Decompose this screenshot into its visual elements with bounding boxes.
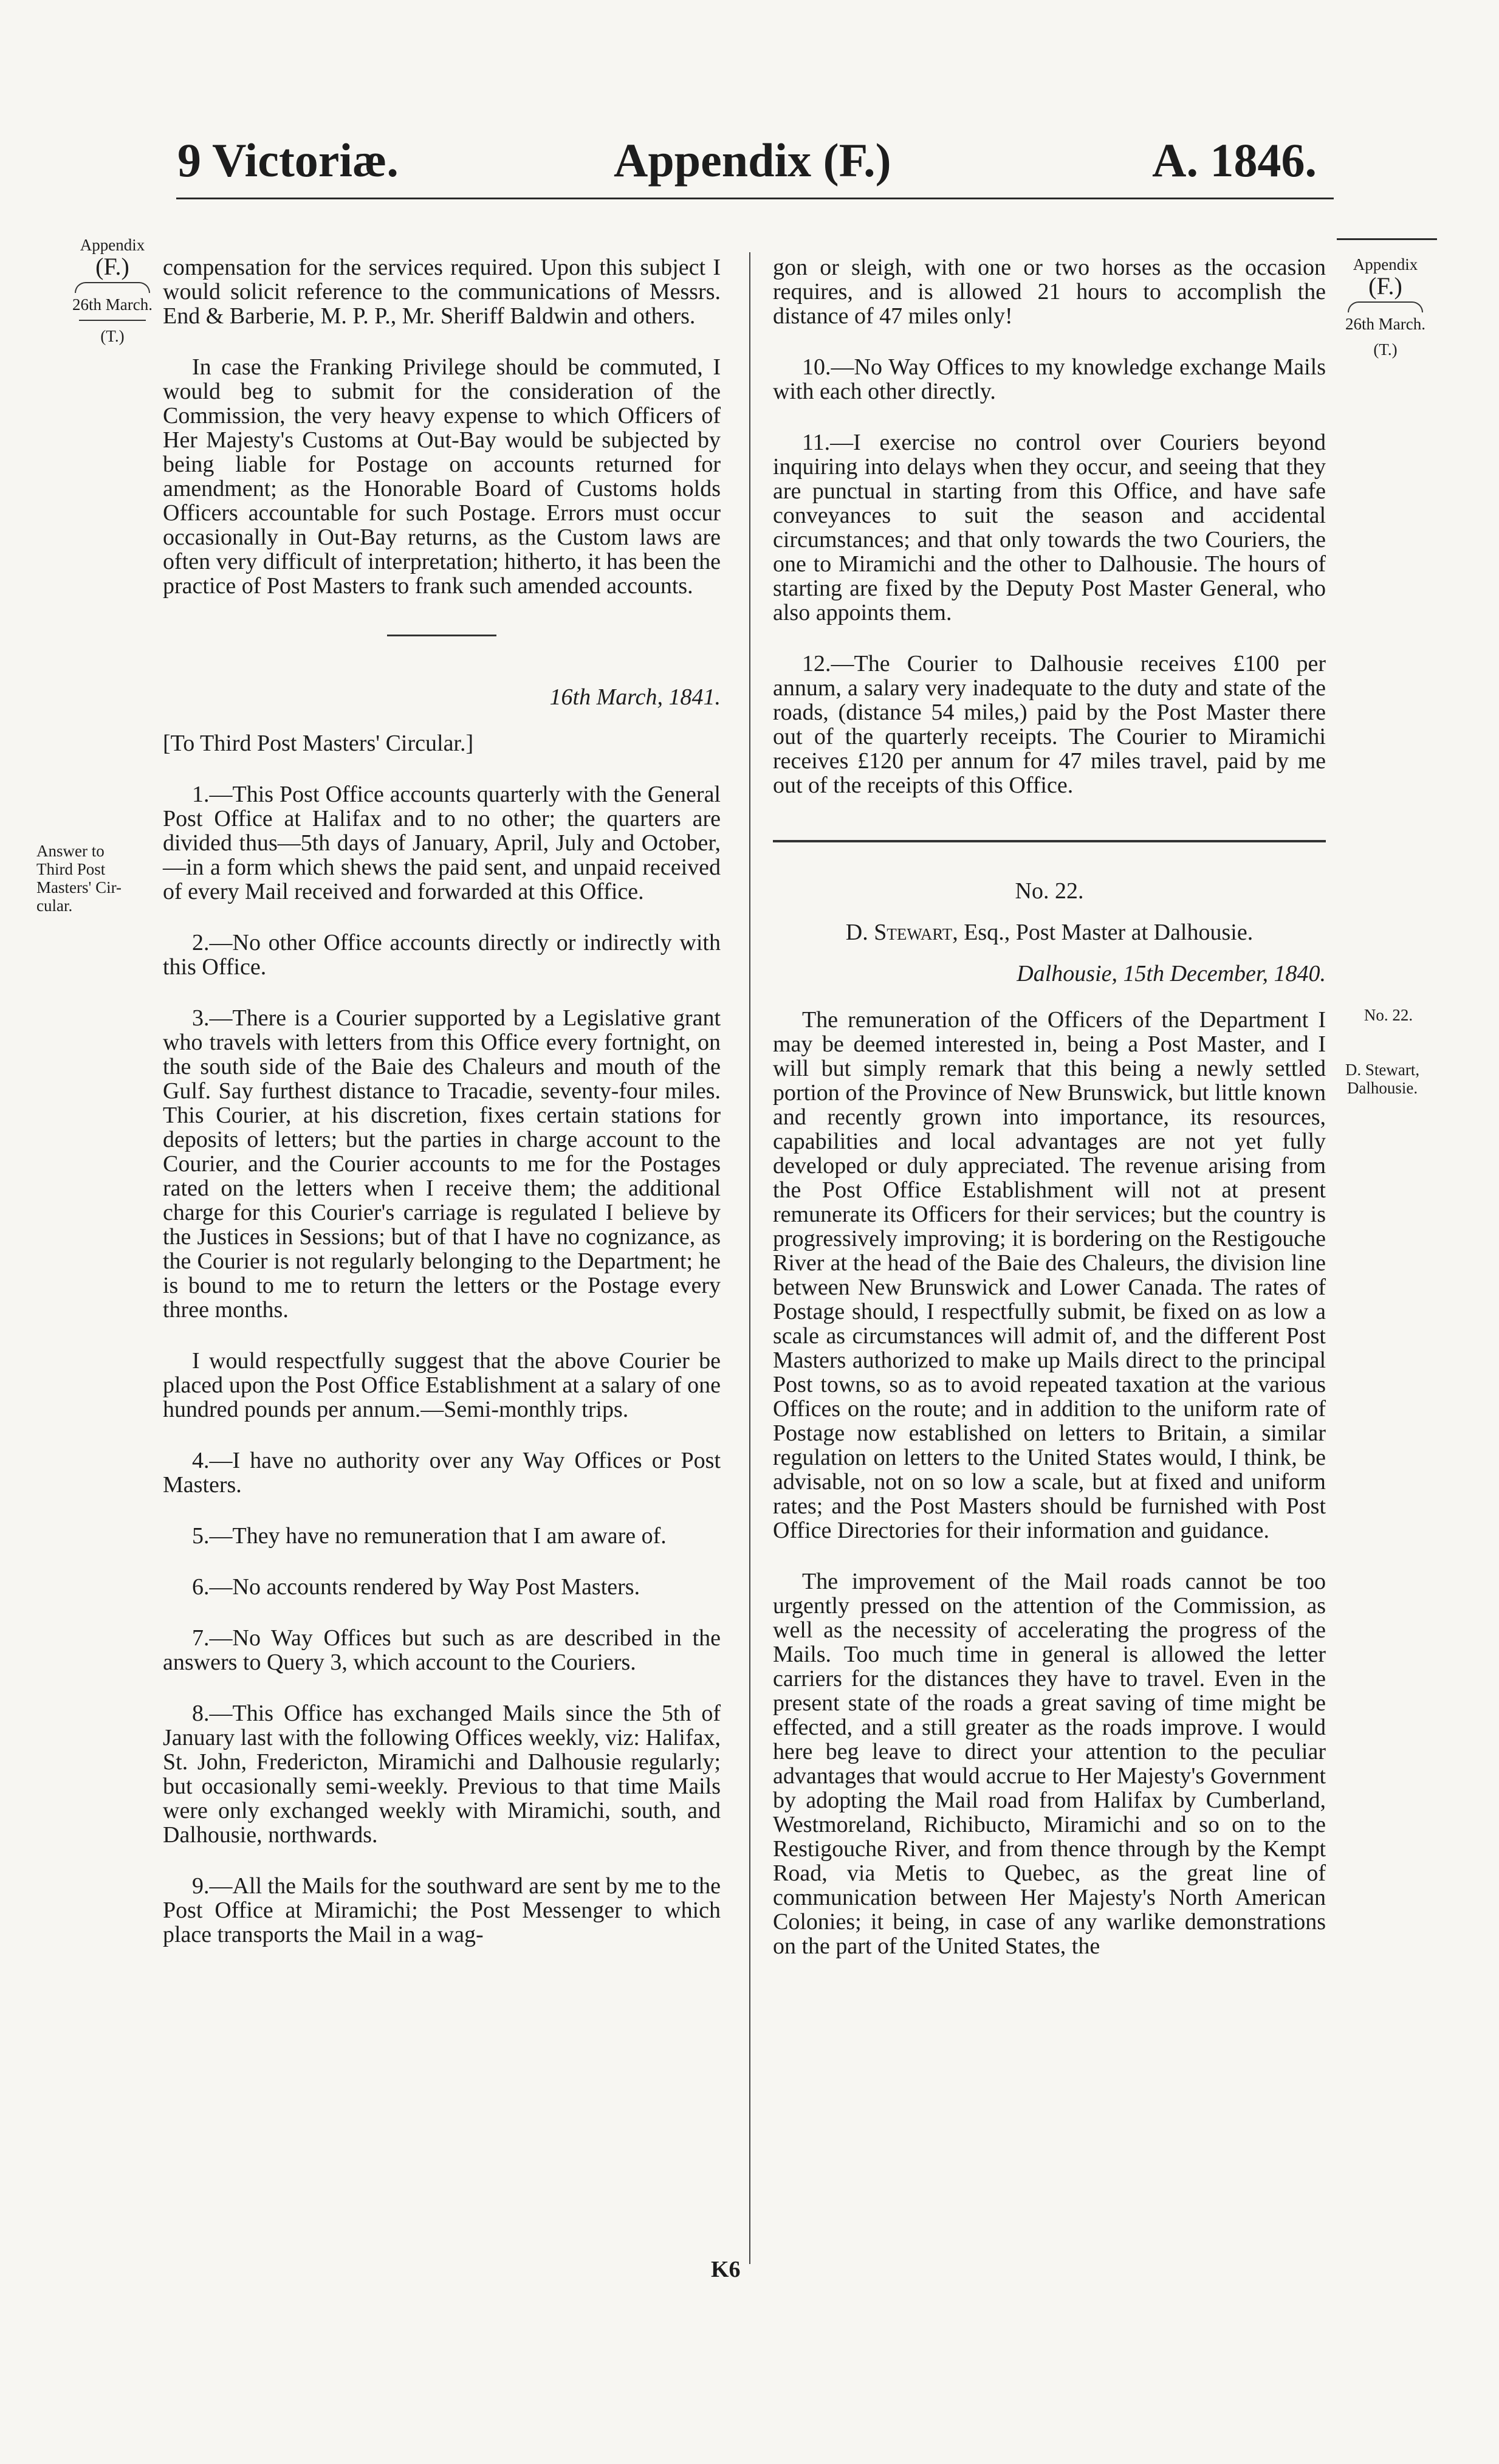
paragraph: 3.—There is a Courier supported by a Legislative grant who travels with letters from this Office every fortnight, on the south side of the Baie des Chaleurs and mouth of the Gulf. Say furthest distance to Tracadie, seventy-four miles. This Courier, at his discretion, fixes certain stations for deposits of letters; but the parties in charge account to the Courier, and the Courier accounts to me for the Postages rated on the letters when I receive them; the additional charge for this Courier's carriage is regulated I believe by the Justices in Sessions; but of that I have no cognizance, as the Courier is not regularly belonging to the Department; he is bound to me to return the letters or the Postage every three months. — [163, 1005, 721, 1323]
paragraph: 9.—All the Mails for the southward are sent by me to the Post Office at Miramichi; the Post Messenger to which place transports the Mail in a wag- — [163, 1873, 721, 1947]
margin-text: No. 22. — [1364, 1006, 1413, 1024]
margin-text: Appendix — [80, 236, 145, 254]
column-divider — [749, 252, 750, 2264]
paragraph: The remuneration of the Officers of the Department I may be deemed interested in, being a Post Master, and I will but simply remark that this being a newly settled portion of the Province of New Brunswick, but little known and recently grown into importance, its resources, capabilities and local advantages are not yet fully developed or duly appreciated. The revenue arising from the Post Office Establishment will not at present remunerate its Officers for their services; but the country is progressively improving; it is bordering on the Restigouche River at the head of the Baie des Chaleurs, the division line between New Brunswick and Lower Canada. The rates of Postage should, I respectfully submit, be fixed on as low a scale as circumstances will admit of, and the different Post Masters authorized to make up Mails direct to the principal Post towns, so as to avoid repeated taxation at the various Offices on the route; and in addition to the uniform rate of Postage now established on letters to Britain, a similar regulation on letters to the United States would, I think, be advisable, not on so low a scale, but at fixed and uniform rates; and the Post Masters should be furnished with Post Office Directories for their information and guidance. — [773, 1007, 1326, 1543]
date-line: 16th March, 1841. — [549, 684, 721, 710]
addressee-name: D. Stewart — [845, 920, 953, 945]
margin-text: cular. — [36, 896, 73, 915]
right-column — [773, 255, 1326, 1985]
section-divider — [387, 635, 496, 636]
letter-dateline: Dalhousie, 15th December, 1840. — [1017, 961, 1326, 986]
letter-number: No. 22. — [1015, 878, 1084, 904]
paragraph: 10.—No Way Offices to my knowledge exchange Mails with each other directly. — [773, 354, 1326, 404]
header-left: 9 Victoriæ. — [177, 134, 399, 187]
paragraph: 2.—No other Office accounts directly or indirectly with this Office. — [163, 930, 721, 980]
paragraph: In case the Franking Privilege should be commuted, I would beg to submit for the consideration of the Commission, the very heavy expense to which Officers of Her Majesty's Customs at Out-Bay would be subjected by being liable for Postage on accounts returned for amendment; as the Honorable Board of Customs holds Officers accountable for such Postage. Errors must occur occasionally in Out-Bay returns, as the Custom laws are often very difficult of interpretation; hitherto, it has been the practice of Post Masters to frank such amended accounts. — [163, 354, 721, 599]
margin-text: Appendix — [1353, 255, 1418, 274]
addressee-title: , Esq., Post Master at Dalhousie. — [952, 920, 1254, 945]
margin-text: (F.) — [1368, 272, 1402, 300]
margin-text: Answer to — [36, 842, 105, 860]
paragraph: I would respectfully suggest that the above Courier be placed upon the Post Office Establishment at a salary of one hundred pounds per annum.—Semi-monthly trips. — [163, 1348, 721, 1422]
paragraph: 1.—This Post Office accounts quarterly with the General Post Office at Halifax and to no other; the quarters are divided thus—5th days of January, April, July and October,—in a form which shews the paid sent, and unpaid received of every Mail received and forwarded at this Office. — [163, 782, 721, 904]
paragraph: 6.—No accounts rendered by Way Post Masters. — [192, 1574, 640, 1600]
section-divider — [773, 840, 1326, 842]
paragraph: 4.—I have no authority over any Way Offices or Post Masters. — [163, 1448, 721, 1498]
margin-right-stewart — [1322, 1061, 1443, 1097]
paragraph: 11.—I exercise no control over Couriers beyond inquiring into delays when they occur, and seeing that they are punctual in starting from this Office, and have safe conveyances to suit the season and accidental circumstances; and that only towards the two Couriers, the one to Miramichi and the other to Dalhousie. The hours of starting are fixed by the Deputy Post Master General, who also appoints them. — [773, 430, 1326, 625]
left-column — [163, 255, 721, 1974]
paragraph: compensation for the services required. Upon this subject I would solicit reference to the communications of Messrs. End & Barberie, M. P. P., Mr. Sheriff Baldwin and others. — [163, 255, 721, 329]
margin-text: D. Stewart, — [1345, 1061, 1420, 1079]
circular-heading: [To Third Post Masters' Circular.] — [163, 731, 474, 756]
paragraph: The improvement of the Mail roads cannot be too urgently pressed on the attention of the Commission, as well as the necessity of accelerating the progress of the Mails. Too much time in general is allowed the letter carriers for the distances they have to travel. Even in the present state of the roads a great saving of time might be effected, and a still greater as the roads improve. I would here beg leave to direct your attention to the peculiar advantages that would accrue to Her Majesty's Government by adopting the Mail road from Halifax by Cumberland, Westmoreland, Richibucto, Miramichi and so on to the Restigouche River, and from thence through by the Kempt Road, via Metis to Quebec, as the great line of communication between Her Majesty's North American Colonies; it being, in case of any warlike demonstrations on the part of the United States, the — [773, 1569, 1326, 1959]
header-rule-right — [1337, 238, 1437, 240]
divider — [79, 320, 146, 321]
header-rule — [176, 198, 1334, 199]
margin-text: Masters' Cir- — [36, 878, 122, 896]
brace-decoration — [75, 282, 150, 293]
margin-left-appendix — [61, 236, 164, 345]
paragraph: 12.—The Courier to Dalhousie receives £100 per annum, a salary very inadequate to the duty and state of the roads, (distance 54 miles,) paid by the Post Master there out of the quarterly receipts. The Courier to Miramichi receives £120 per annum for 47 miles travel, paid by me out of the receipts of this Office. — [773, 651, 1326, 798]
header-center: Appendix (F.) — [614, 134, 891, 187]
margin-text: (T.) — [1373, 340, 1398, 359]
margin-text: (F.) — [95, 253, 129, 280]
brace-decoration — [1348, 301, 1423, 312]
margin-right-appendix — [1334, 255, 1437, 359]
margin-left-answer — [36, 842, 158, 915]
margin-text: 26th March. — [72, 295, 153, 314]
paragraph: 8.—This Office has exchanged Mails since the 5th of January last with the following Offices weekly, viz: Halifax, St. John, Fredericton, Miramichi and Dalhousie regularly; but occasionally semi-weekly. Previous to that time Mails were only exchanged weekly with Miramichi, south, and Dalhousie, northwards. — [163, 1701, 721, 1848]
letter-addressee — [773, 920, 1326, 945]
margin-text: 26th March. — [1345, 315, 1425, 333]
paragraph: 5.—They have no remuneration that I am aware of. — [192, 1523, 667, 1549]
margin-text: Third Post — [36, 860, 106, 878]
header-right: A. 1846. — [1152, 134, 1317, 187]
paragraph: 7.—No Way Offices but such as are described in the answers to Query 3, which account to the Couriers. — [163, 1625, 721, 1675]
margin-text: (T.) — [100, 327, 125, 345]
margin-right-no22 — [1346, 1006, 1431, 1024]
margin-text: Dalhousie. — [1346, 1079, 1418, 1097]
signature-mark: K6 — [711, 2257, 741, 2282]
paragraph: gon or sleigh, with one or two horses as the occasion requires, and is allowed 21 hours to accomplish the distance of 47 miles only! — [773, 255, 1326, 329]
